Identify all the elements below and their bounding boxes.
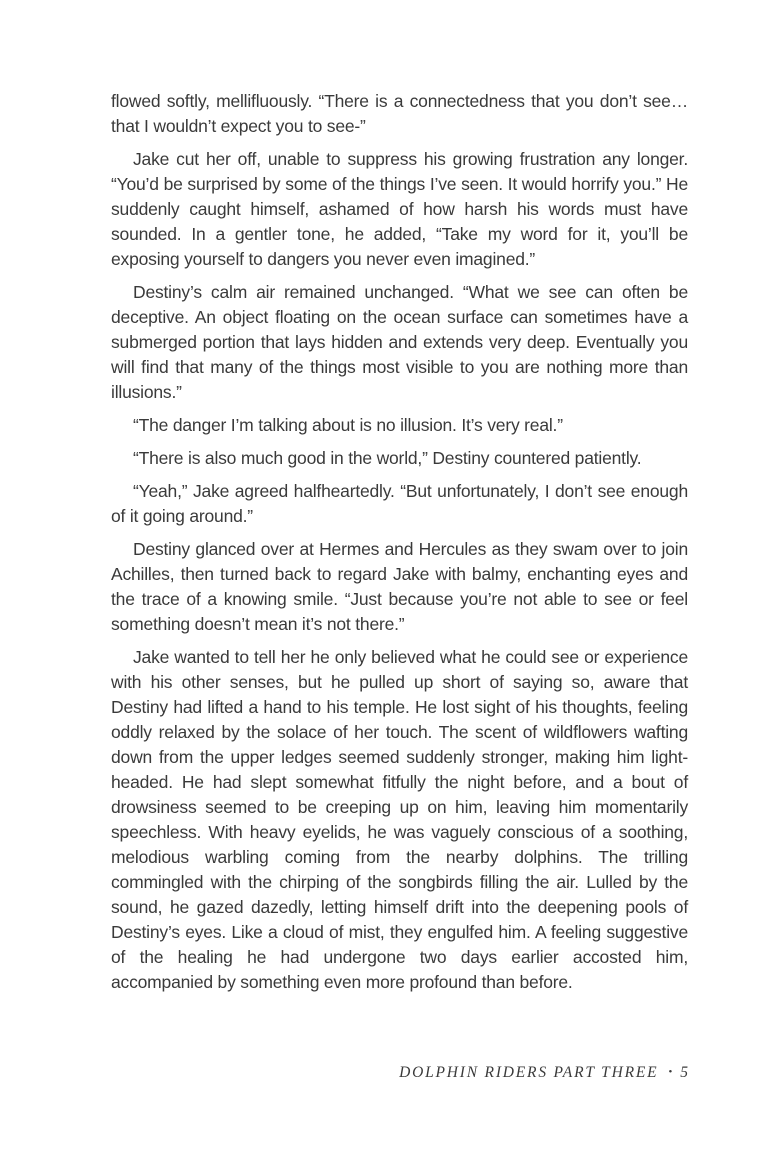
page-number: 5 [680,1064,688,1081]
paragraph: “The danger I’m talking about is no illusion. It’s very real.” [133,415,563,435]
paragraph: Jake wanted to tell her he only believed what he could see or experience with his other senses, but he pulled up short of saying so, aware that Destiny had lifted a hand to his temple. He lost sight of his thoughts, feeling oddly relaxed by the solace of her touch. The scent of wildflowers wafting down from the upper ledges seemed suddenly stronger, making him light-headed. He had slept somewhat fitfully the night before, and a bout of drowsiness seemed to be creeping up on him, leaving him momentarily speechless. With heavy eyelids, he was vaguely conscious of a soothing, melodious warbling coming from the nearby dolphins. The trilling commingled with the chirping of the songbirds filling the air. Lulled by the sound, he gazed dazedly, letting himself drift into the deepening pools of Destiny’s eyes. Like a cloud of mist, they engulfed him. A feeling suggestive of the healing he had undergone two days earlier accosted him, accompanied by something even more profound than before. [111,647,688,992]
paragraph: Jake cut her off, unable to suppress his growing frustration any longer. “You’d be surprised by some of the things I’ve seen. It would horrify you.” He suddenly caught himself, ashamed of how harsh his words must have sounded. In a gentler tone, he added, “Take my word for it, you’ll be exposing yourself to dangers you never even imagined.” [111,149,688,269]
page-footer [399,1064,688,1082]
page-body [111,89,688,1003]
paragraph: “There is also much good in the world,” Destiny countered patiently. [133,448,642,468]
footer-separator-dot: • [668,1066,673,1078]
paragraph: flowed softly, mellifluously. “There is a connectedness that you don’t see…that I wouldn’t expect you to see-” [111,91,688,136]
running-title: DOLPHIN RIDERS PART THREE [399,1064,659,1081]
paragraph: Destiny’s calm air remained unchanged. “What we see can often be deceptive. An object floating on the ocean surface can sometimes have a submerged portion that lays hidden and extends very deep. Eventually you will find that many of the things most visible to you are nothing more than illusions.” [111,282,688,402]
paragraph: “Yeah,” Jake agreed halfheartedly. “But unfortunately, I don’t see enough of it going around.” [111,481,688,526]
paragraph: Destiny glanced over at Hermes and Hercules as they swam over to join Achilles, then turned back to regard Jake with balmy, enchanting eyes and the trace of a knowing smile. “Just because you’re not able to see or feel something doesn’t mean it’s not there.” [111,539,688,634]
